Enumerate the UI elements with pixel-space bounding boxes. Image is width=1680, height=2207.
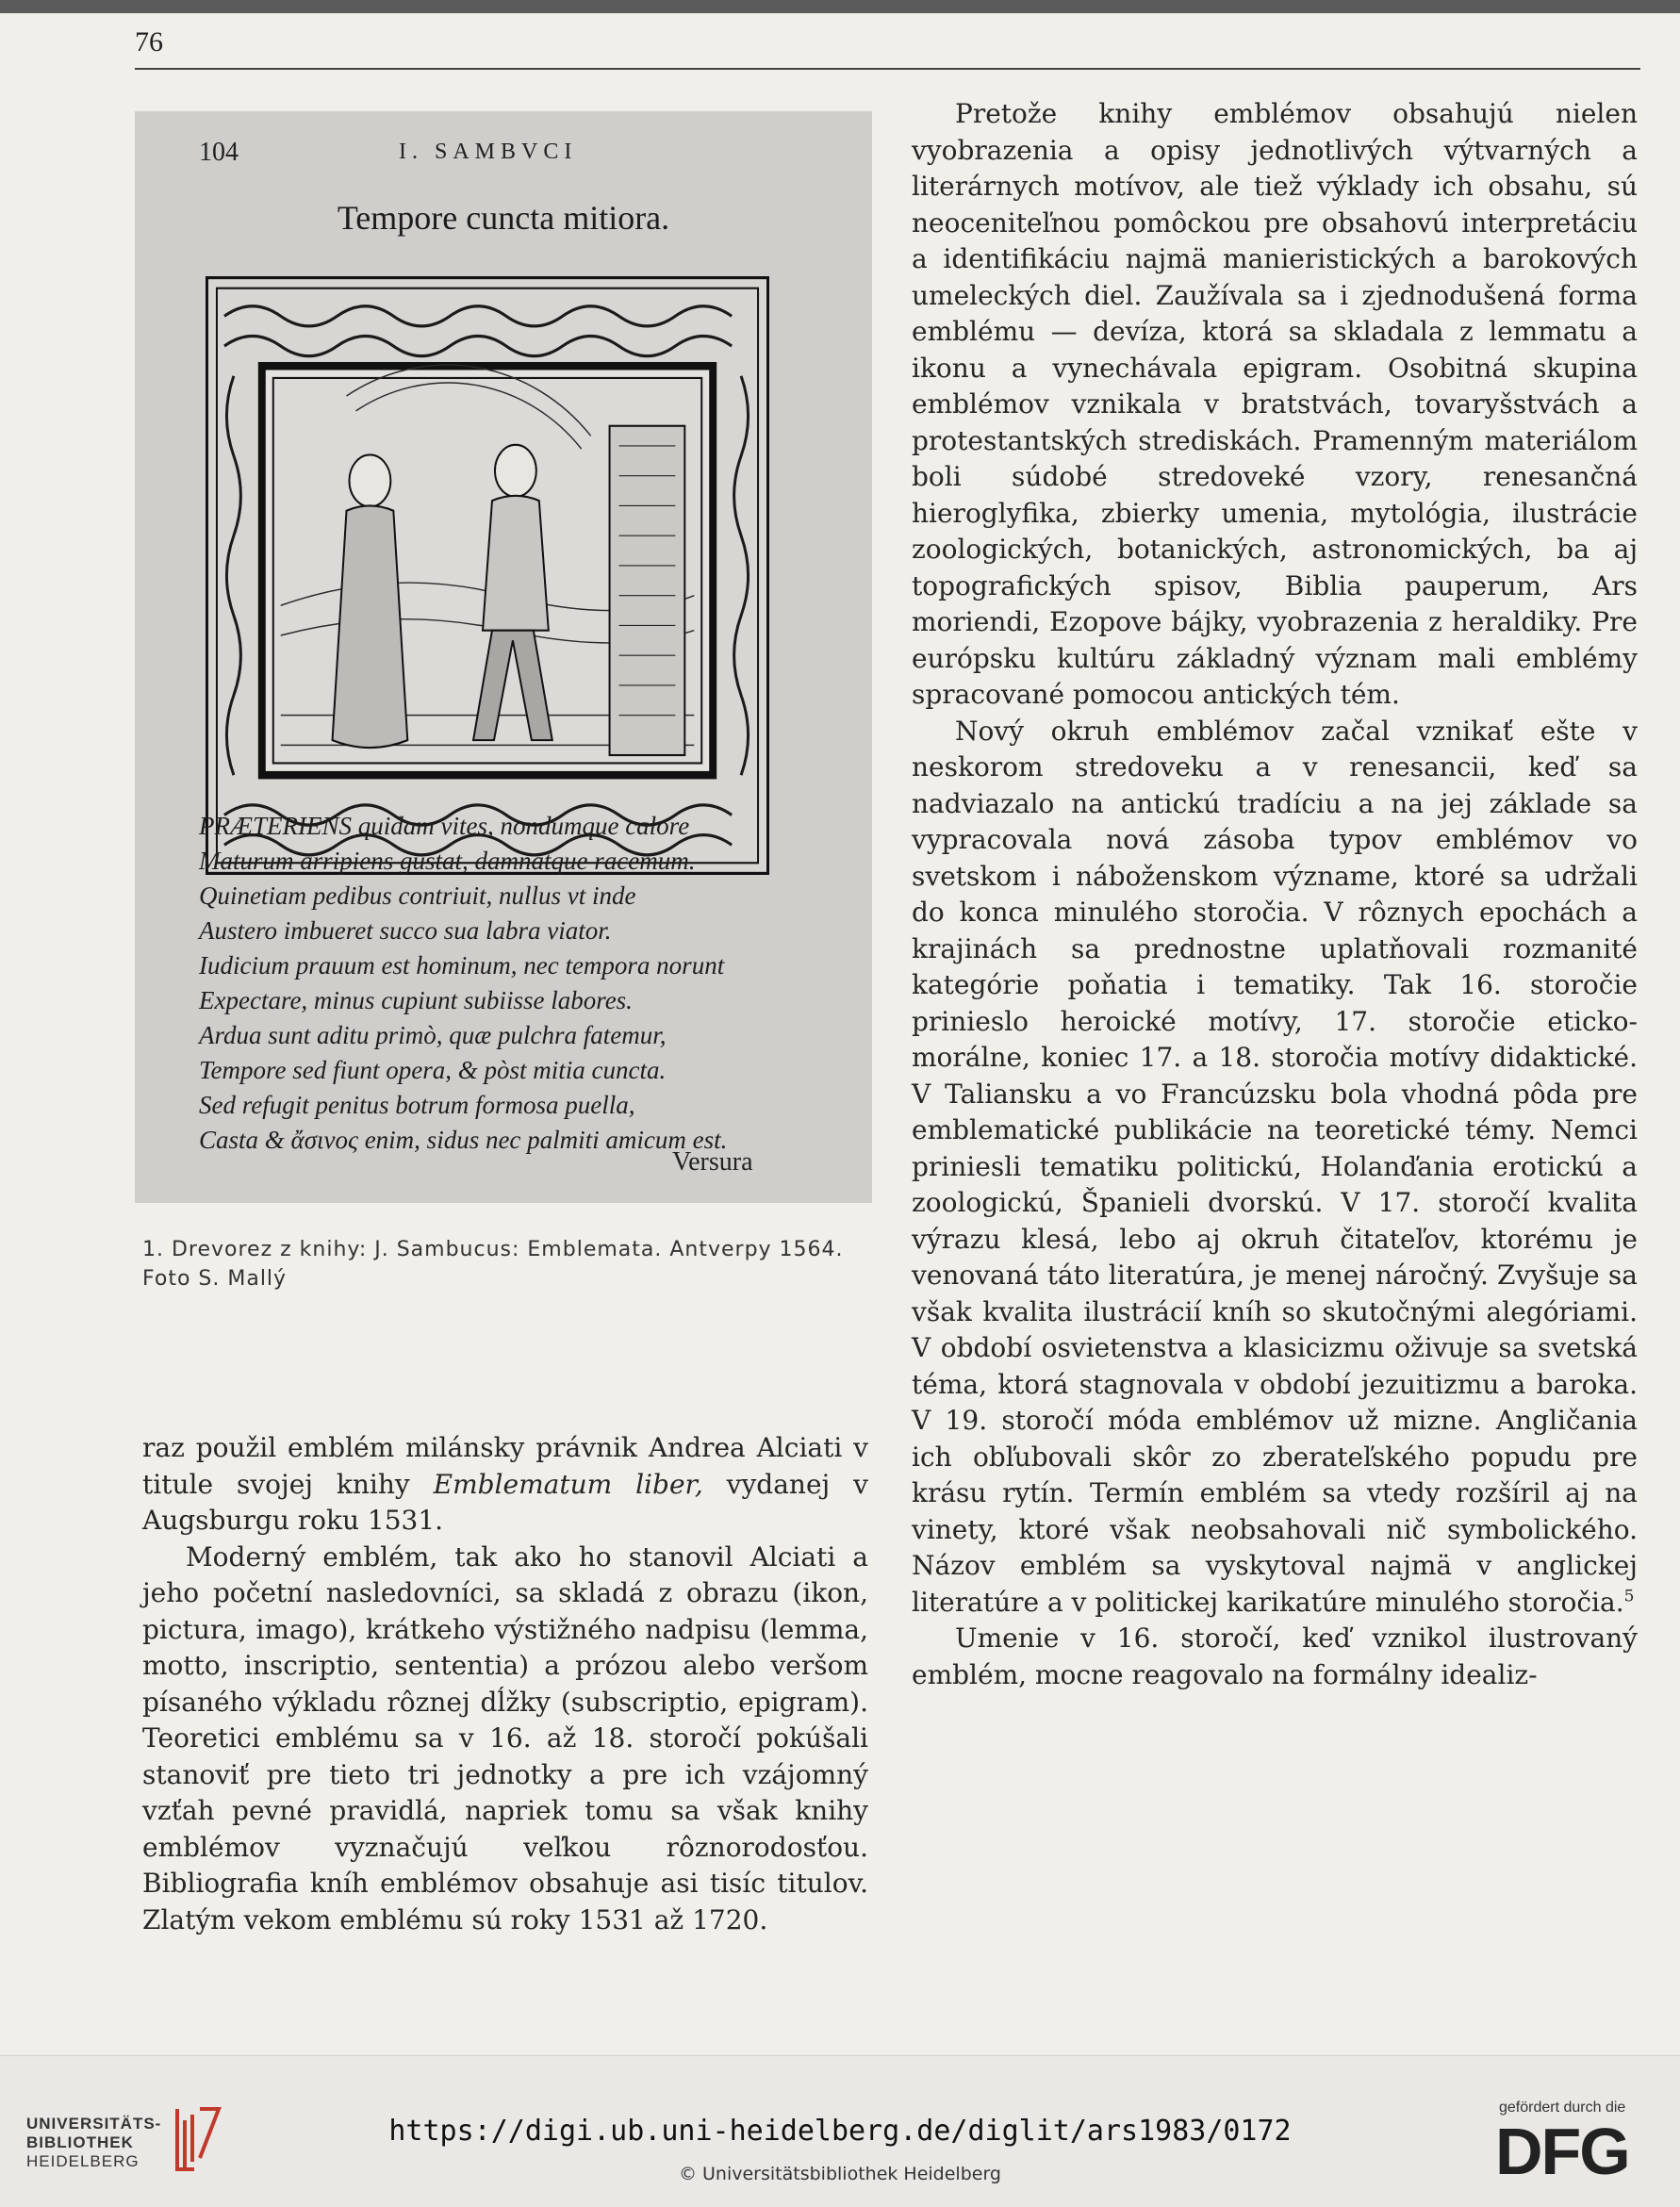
funding-label: gefördert durch die (1499, 2100, 1626, 2116)
epigram-line: Tempore sed fiunt opera, & pòst mitia cuncta. (199, 1056, 667, 1084)
epigram-line: Maturum arripiens gustat, damnatque racemum. (199, 847, 696, 875)
epigram-line: Sed refugit penitus botrum formosa puella, (199, 1091, 635, 1119)
epigram-line: Casta & ἄσινος enim, sidus nec palmiti amicum est. (199, 1126, 728, 1154)
epigram-line: Iudicium prauum est hominum, nec tempora norunt (199, 951, 725, 980)
page-number: 76 (135, 26, 163, 58)
header-rule (135, 68, 1640, 70)
woodcut-illustration (206, 276, 769, 875)
top-bar (0, 0, 1680, 13)
figure-page-number: 104 (199, 138, 239, 167)
right-column (912, 96, 1638, 1693)
paragraph: Moderný emblém, tak ako ho stanovil Alciati a jeho početní nasledovníci, sa skladá z obrazu (ikon, pictura, imago), krátkeho výstižného nadpisu (lemma, motto, inscriptio, sententia) a prózou alebo veršom písaného výkladu rôznej dĺžky (subscriptio, epigram). Teoretici emblému sa v 16. až 18. storočí pokúšali stanoviť pre tieto tri jednotky a pre ich vzájomný vzťah pevné pravidlá, napriek tomu sa však knihy emblémov vyznačujú veľkou rôznorodosťou. Bibliografia kníh emblémov obsahuje asi tisíc titulov. Zlatým vekom emblému sú roky 1531 až 1720. (142, 1540, 868, 1935)
library-logo[interactable]: UNIVERSITÄTS- BIBLIOTHEK HEIDELBERG (26, 2115, 162, 2170)
epigram-line: PRÆTERIENS quidam vites, nondumque calore (199, 812, 690, 840)
catchword: Versura (672, 1147, 753, 1177)
emblem-motto: Tempore cuncta mitiora. (337, 199, 670, 237)
paragraph: Umenie v 16. storočí, keď vznikol ilustrovaný emblém, mocne reagovalo na formálny idealiz- (912, 1622, 1638, 1690)
permalink-url[interactable]: https://digi.ub.uni-heidelberg.de/diglit/ars1983/0172 (388, 2115, 1292, 2148)
footer (0, 2055, 1680, 2207)
paragraph: Pretože knihy emblémov obsahujú nielen vyobrazenia a opisy jednotlivých výtvarných a literárnych motívov, ale tiež výklady ich obsahu, sú neoceniteľnou pomôckou pre obsahovú interpretáciu a identifikáciu najmä manieristických a barokových umeleckých diel. Zaužívala sa i zjednodušená forma emblému — devíza, ktorá sa skladala z lemmatu a ikonu a vynechávala epigram. Osobitná skupina emblémov vznikala v bratstvách, tovaryšstvách a protestantských strediskách. Pramenným materiálom boli súdobé stredoveké vzory, renesančná hieroglyfika, zbierky umenia, mytológia, ilustrácie zoologických, botanických, astronomických, ba aj topografických spisov, Biblia pauperum, Ars moriendi, Ezopove bájky, vyobrazenia z heraldiky. Pre európsku kultúru základný význam mali emblémy spracované pomocou antických tém. (912, 98, 1638, 710)
figure-running-title: I. SAMBVCI (399, 140, 578, 164)
emblem-epigram (199, 809, 859, 1158)
epigram-line: Expectare, minus cupiunt subiisse labores. (199, 986, 633, 1014)
epigram-line: Ardua sunt aditu primò, quæ pulchra fatemur, (199, 1021, 667, 1049)
epigram-line: Austero imbueret succo sua labra viator. (199, 916, 612, 945)
paragraph: Nový okruh emblémov začal vznikať ešte v neskorom stredoveku a v renesancii, keď sa nadviazalo na antickú tradíciu a na jej základe sa vypracovala nová zásoba typov emblémov vo svetskom i náboženskom význame, ktoré sa udržali do konca minulého storočia. V rôznych epochách a krajinách sa prednostne uplatňovali rozmanité kategórie poňatia i tematiky. Tak 16. storočie prinieslo heroické motívy, 17. storočie eticko-morálne, koniec 17. a 18. storočia motívy didaktické. V Taliansku a vo Francúzsku bola vhodná pôda pre emblematické publikácie na teoretické témy. Nemci priniesli tematiku politickú, Holanďania erotickú a zoologickú, Španieli dvorskú. V 17. storočí kvalita výrazu klesá, lebo aj okruh čitateľov, ktorému je venovaná táto literatúra, je menej náročný. Zvyšuje sa však kvalita ilustrácií kníh so skutočnými alegóriami. V období osvietenstva a klasicizmu oživuje sa svetská téma, ktorá stagnovala v období jezuitizmu a baroka. V 19. storočí móda emblémov už mizne. Angličania ich obľubovali skôr zo zberateľského popudu pre krásu rytín. Termín emblém sa vtedy rozšíril aj na vinety, ktoré však neobsahovali nič symbolického. Názov emblém sa vyskytoval najmä v anglickej literatúre a v politickej karikatúre minulého storočia.$^5$ (912, 715, 1638, 1618)
figure-caption: 1. Drevorez z knihy: J. Sambucus: Emblemata. Antverpy 1564. Foto S. Mallý (142, 1238, 844, 1291)
epigram-line: Quinetiam pedibus contriuit, nullus vt inde (199, 881, 636, 910)
copyright-notice: © Universitätsbibliothek Heidelberg (678, 2164, 1001, 2184)
book-title: Emblematum liber, (433, 1468, 703, 1500)
dfg-logo[interactable]: DFG (1495, 2115, 1629, 2188)
left-column (142, 1430, 868, 1938)
footnote-marker: 5 (1623, 1587, 1635, 1606)
emblem-figure (135, 111, 872, 1203)
paragraph: raz použil emblém milánsky právnik Andrea Alciati v titule svojej knihy Emblematum liber, vydanej v Augsburgu roku 1531. (142, 1432, 868, 1536)
